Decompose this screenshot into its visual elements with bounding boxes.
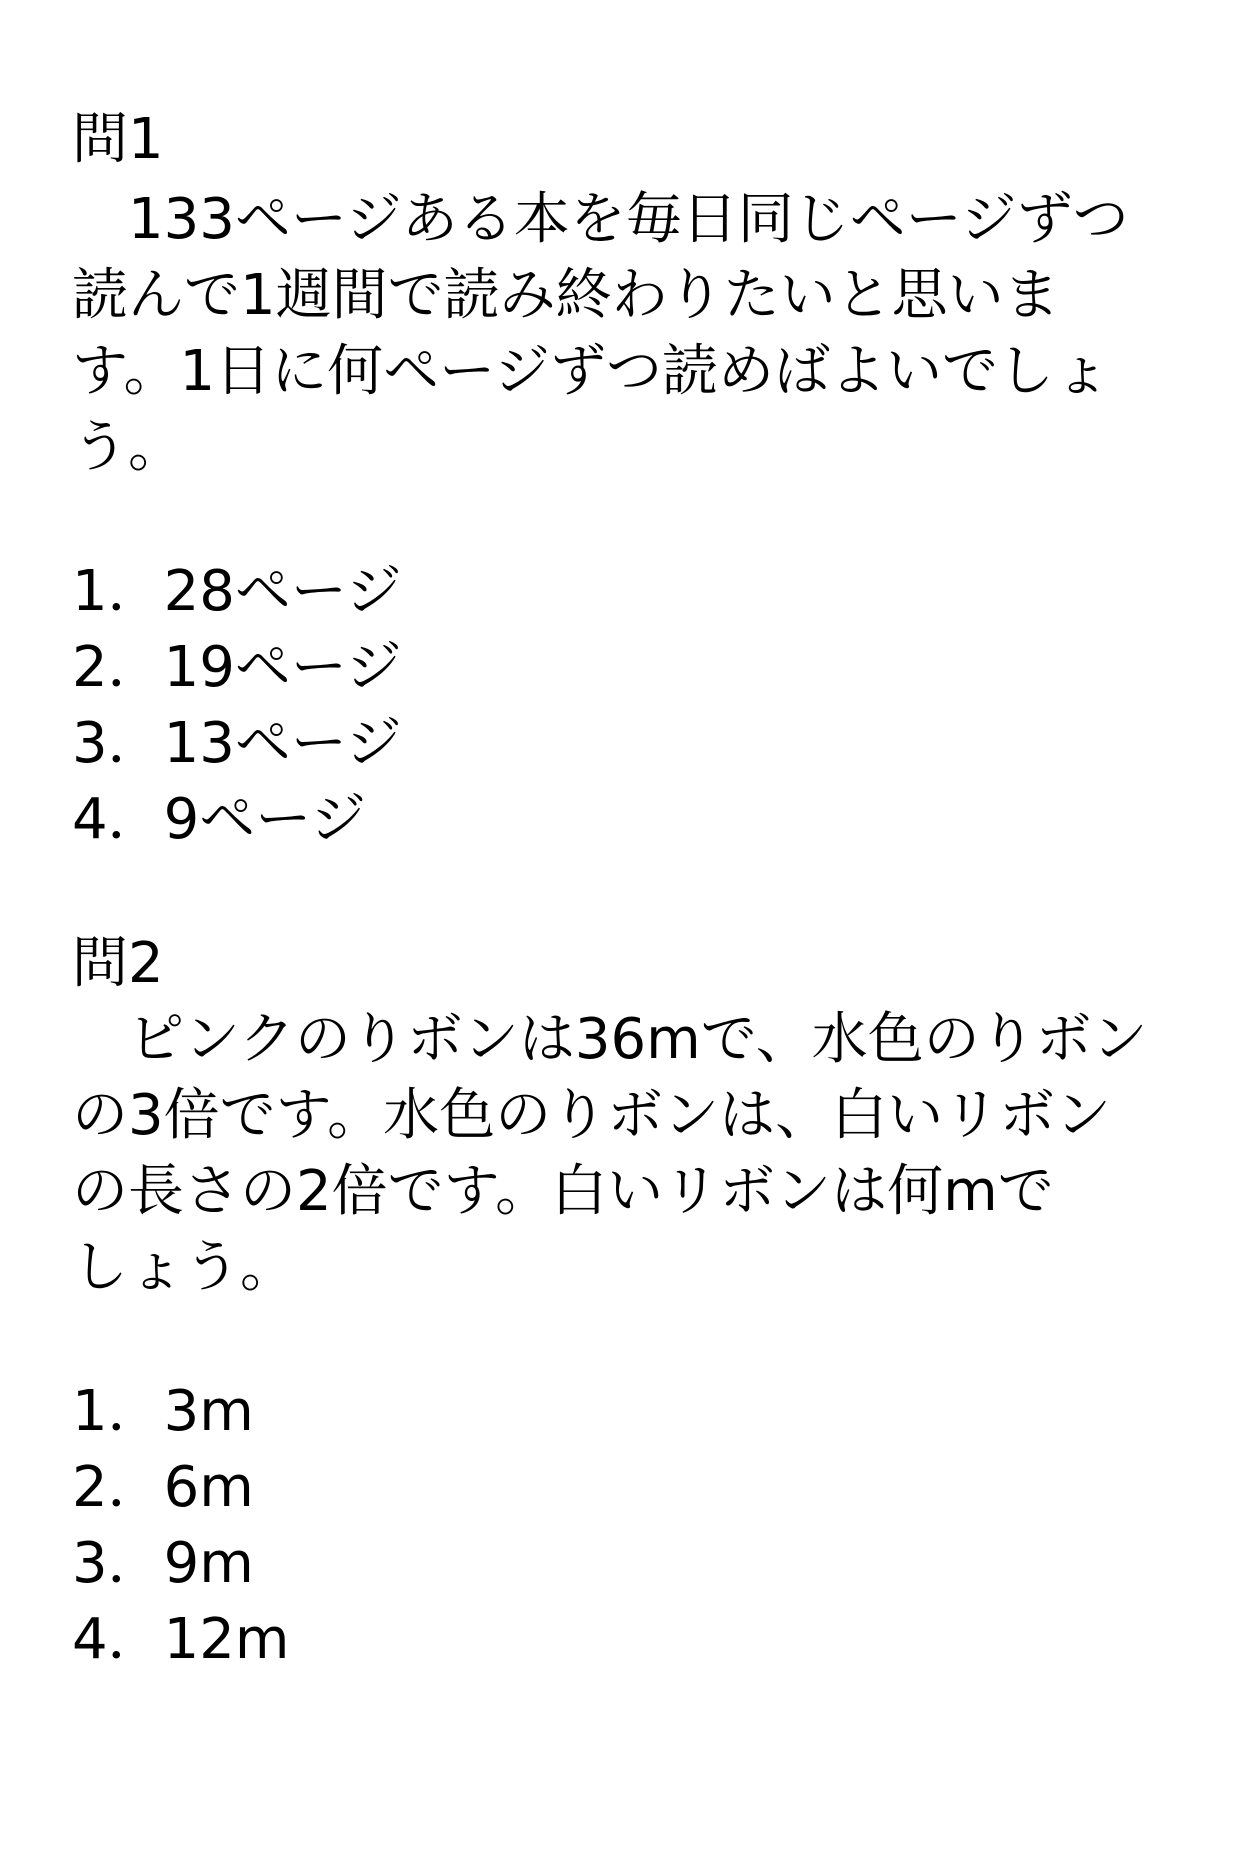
question-text-line: しょう。 <box>72 1235 296 1300</box>
answer-choice: 3．9m <box>72 1531 254 1596</box>
question-text-line: の長さの2倍です。白いリボンは何mで <box>72 1159 1054 1224</box>
answer-choice: 2．6m <box>72 1455 254 1520</box>
answer-choice: 4．9ページ <box>72 787 367 852</box>
answer-choice: 3．13ページ <box>72 711 402 776</box>
question-text-line: の3倍です。水色のりボンは、白いリボン <box>72 1083 1112 1148</box>
question-text-line: う。 <box>72 415 184 480</box>
answer-choice: 4．12m <box>72 1607 290 1672</box>
answer-choice: 1．3m <box>72 1379 254 1444</box>
question-heading: 問2 <box>72 931 164 996</box>
question-text-line: ピンクのりボンは36mで、水色のりボン <box>72 1007 1148 1072</box>
question-text-line: 読んで1週間で読み終わりたいと思いま <box>72 263 1060 328</box>
question-text-line: す。1日に何ページずつ読めばよいでしょ <box>72 339 1111 404</box>
answer-choice: 2．19ページ <box>72 635 402 700</box>
question-text-line: 133ページある本を毎日同じページずつ <box>72 187 1129 252</box>
question-heading: 問1 <box>72 107 164 172</box>
answer-choice: 1．28ページ <box>72 559 402 624</box>
